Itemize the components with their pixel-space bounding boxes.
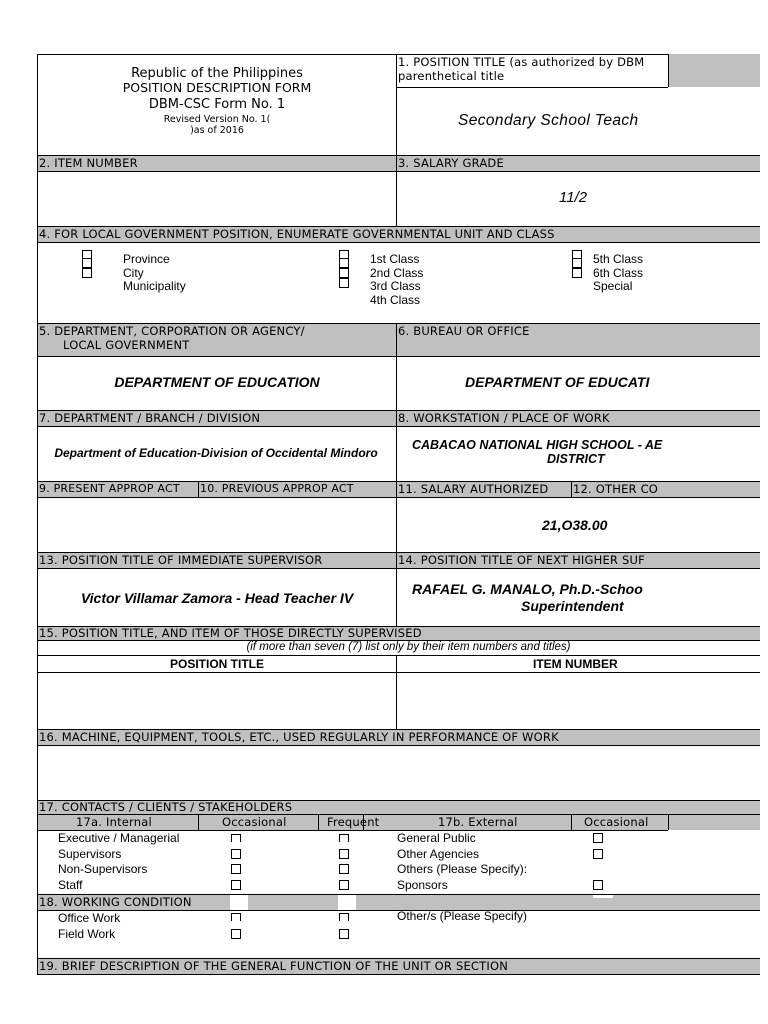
checkbox[interactable] (339, 913, 349, 921)
field-work: Field Work (58, 927, 116, 941)
checkbox[interactable] (339, 929, 349, 939)
checkbox[interactable] (339, 864, 349, 874)
contact-supervisors: Supervisors (58, 846, 122, 861)
other-conditions: Other/s (Please Specify) (397, 909, 528, 923)
immediate-supervisor-label: 13. POSITION TITLE OF IMMEDIATE SUPERVISOR (39, 553, 323, 567)
office-work: Office Work (58, 911, 121, 925)
immediate-supervisor-value[interactable]: Victor Villamar Zamora - Head Teacher IV (80, 590, 354, 606)
checkbox[interactable] (593, 833, 603, 843)
revision-note: Revised Version No. 1( (163, 114, 271, 125)
lgu-4th-class[interactable]: 4th Class (370, 292, 421, 307)
checkbox[interactable] (231, 913, 241, 921)
occasional-header-2: Occasional (584, 815, 649, 829)
lgu-province[interactable]: Province (123, 252, 170, 266)
department-value[interactable]: DEPARTMENT OF EDUCATION (114, 374, 320, 390)
checkbox[interactable] (593, 849, 603, 859)
external-header: 17b. External (438, 815, 518, 829)
internal-contacts (58, 831, 179, 893)
checkbox[interactable] (339, 834, 349, 842)
workstation-value[interactable]: CABACAO NATIONAL HIGH SCHOOL - AE DISTRICT (412, 438, 663, 466)
contact-general-public: General Public (397, 831, 476, 845)
working-conditions (58, 910, 120, 942)
form-number: DBM-CSC Form No. 1 (148, 97, 286, 112)
directly-supervised-note: (if more than seven (7) list only by their item numbers and titles) (246, 641, 571, 653)
lgu-col3 (593, 253, 643, 294)
position-title-col-header: POSITION TITLE (169, 657, 264, 671)
contacts-label: 17. CONTACTS / CLIENTS / STAKEHOLDERS (39, 800, 293, 814)
working-condition-label: 18. WORKING CONDITION (39, 895, 192, 909)
lgu-6th-class[interactable]: 6th Class (593, 265, 644, 280)
checkbox[interactable] (231, 929, 241, 939)
previous-approp-label: 10. PREVIOUS APPROP ACT (200, 482, 354, 495)
contact-sponsors: Sponsors (397, 877, 448, 892)
present-approp-label: 9. PRESENT APPROP ACT (39, 482, 180, 495)
contact-others: Others (Please Specify): (397, 862, 528, 876)
salary-grade-label: 3. SALARY GRADE (398, 156, 504, 170)
branch-label: 7. DEPARTMENT / BRANCH / DIVISION (39, 411, 261, 425)
item-number-label: 2. ITEM NUMBER (39, 156, 138, 170)
lgu-special[interactable]: Special (593, 279, 633, 293)
checkbox[interactable] (593, 880, 603, 890)
other-comp-label: 12. OTHER CO (573, 482, 659, 496)
lgu-city[interactable]: City (123, 265, 144, 280)
department-label: 5. DEPARTMENT, CORPORATION OR AGENCY/ LOCAL GOVERNMENT (39, 324, 305, 352)
position-title-value[interactable]: Secondary School Teach (458, 112, 639, 129)
branch-value[interactable]: Department of Education-Division of Occidental Mindoro (54, 446, 378, 460)
salary-authorized-label: 11. SALARY AUTHORIZED (398, 482, 549, 496)
lgu-2nd-class[interactable]: 2nd Class (370, 265, 424, 280)
republic-title: Republic of the Philippines (131, 66, 303, 81)
lgu-5th-class[interactable]: 5th Class (593, 252, 644, 266)
checkbox[interactable] (339, 880, 349, 890)
directly-supervised-label: 15. POSITION TITLE, AND ITEM OF THOSE DIRECTLY SUPERVISED (39, 626, 422, 640)
contact-other-agencies: Other Agencies (397, 846, 480, 861)
external-contacts (397, 831, 527, 893)
contact-executive: Executive / Managerial (58, 831, 180, 845)
bureau-value[interactable]: DEPARTMENT OF EDUCATI (465, 374, 650, 390)
checkbox[interactable] (339, 849, 349, 859)
salary-grade-value[interactable]: 11/2 (559, 189, 588, 206)
contact-staff: Staff (58, 877, 83, 892)
next-higher-supervisor-value[interactable]: RAFAEL G. MANALO, Ph.D.-Schoo Superintendent (412, 581, 643, 614)
lgu-1st-class[interactable]: 1st Class (370, 252, 420, 266)
frequent-header: Frequent (327, 815, 380, 829)
checkbox[interactable] (231, 864, 241, 874)
revision-date: )as of 2016 (190, 125, 244, 136)
lgu-col2 (370, 253, 423, 307)
checkbox[interactable] (231, 849, 241, 859)
checkbox[interactable] (231, 834, 241, 842)
workstation-label: 8. WORKSTATION / PLACE OF WORK (398, 411, 610, 425)
lgu-class-label: 4. FOR LOCAL GOVERNMENT POSITION, ENUMERATE GOVERNMENTAL UNIT AND CLASS (39, 227, 555, 241)
bureau-label: 6. BUREAU OR OFFICE (398, 324, 530, 338)
equipment-label: 16. MACHINE, EQUIPMENT, TOOLS, ETC., USED REGULARLY IN PERFORMANCE OF WORK (39, 730, 559, 744)
salary-authorized-value[interactable]: 21,O38.00 (542, 517, 608, 533)
contact-non-supervisors: Non-Supervisors (58, 862, 148, 876)
form-title: POSITION DESCRIPTION FORM (122, 80, 312, 95)
position-title-label: 1. POSITION TITLE (as authorized by DBM parenthetical title (398, 55, 645, 83)
form-header (38, 66, 396, 136)
lgu-3rd-class[interactable]: 3rd Class (370, 279, 421, 293)
lgu-municipality[interactable]: Municipality (123, 279, 186, 293)
general-function-label: 19. BRIEF DESCRIPTION OF THE GENERAL FUNCTION OF THE UNIT OR SECTION (39, 959, 509, 973)
occasional-header: Occasional (222, 815, 287, 829)
next-higher-supervisor-label: 14. POSITION TITLE OF NEXT HIGHER SUF (398, 553, 645, 567)
item-number-col-header: ITEM NUMBER (533, 657, 618, 671)
lgu-col1 (123, 253, 186, 294)
checkbox[interactable] (231, 880, 241, 890)
internal-header: 17a. Internal (76, 815, 152, 829)
